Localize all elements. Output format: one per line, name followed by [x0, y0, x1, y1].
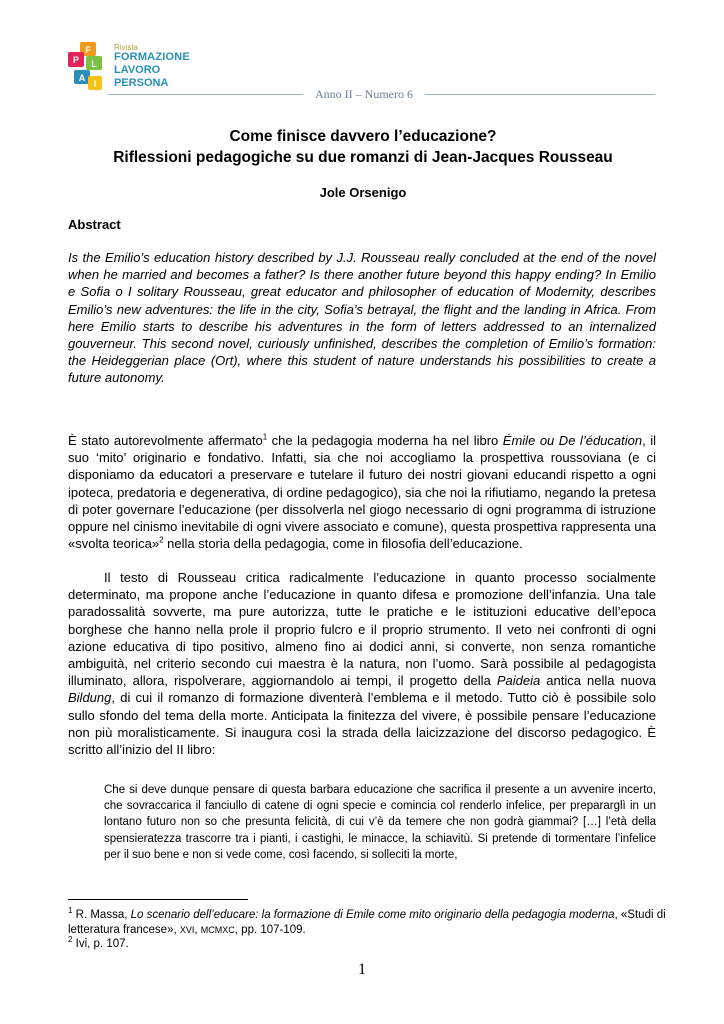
logo-word-persona: PERSONA: [114, 77, 169, 89]
text-run: antica nella nuova: [540, 673, 656, 689]
footnote-ref-2[interactable]: 2: [159, 535, 164, 545]
text-run: , il suo ‘mito’ originario e fondativo. Infatti, sia che noi accogliamo la prospettiva roussoviana (e ci disponiamo da educatori a preservare e tutelare il futuro dei nostri giovani educandi rispetto a ogni ipoteca, predatoria e degenerativa, di ordine pedagogico), sia che noi la rifiutiamo, negando la pretesa di poter governare l’educazione (per dissolverla nel giogo necessario di ogni programma di istruzione oppure nel cinismo inevitabile di ogni vivere associato e comune), questa prospettiva rappresenta una «svolta teorica»: [68, 433, 656, 552]
header-rule-right: [425, 94, 655, 95]
text-run: , «Studi di letteratura francese»,: [68, 909, 666, 936]
footnote-ref-1[interactable]: 1: [262, 432, 268, 442]
journal-logo: [66, 42, 190, 98]
abstract-heading: Abstract: [68, 217, 121, 232]
issue-label: Anno II – Numero 6: [315, 87, 413, 101]
tile-letter: F: [85, 45, 91, 55]
year: MCMXC: [200, 924, 235, 935]
paper-title-line1: Come finisce davvero l’educazione?: [229, 128, 497, 145]
term-bildung: Bildung: [68, 690, 112, 706]
body-paragraph-2: [68, 569, 656, 758]
footnotes: [68, 908, 668, 952]
logo-rivista: Rivista: [114, 43, 139, 52]
logo-word-lavoro: LAVORO: [114, 64, 161, 76]
text-run: ,: [194, 923, 201, 936]
tile-letter: I: [93, 79, 97, 89]
puzzle-tiles-icon: [66, 42, 114, 98]
text-run: , pp. 107-109.: [234, 923, 306, 936]
paper-title-line2: Riflessioni pedagogiche su due romanzi di Jean-Jacques Rousseau: [113, 149, 613, 166]
abstract-text: Is the Emilio’s education history described by J.J. Rousseau really concluded at the end of the novel when he married and becomes a father? Is there another future beyond this happy ending? In Emilio e Sofia o I solitary Rousseau, great educator and philosopher of education of Modernity, describes Emilio’s new adventures: the life in the city, Sofia’s betrayal, the flight and the landing in Africa. From here Emilio starts to describe his adventures in the form of letters addressed to an internalized gouverneur. This second novel, curiously unfinished, describes the completion of Emilio’s formation: the Heideggerian place (Ort), where this student of nature understands his possibilities to create a future autonomy.: [68, 250, 656, 386]
text-run: Ivi, p. 107.: [72, 938, 129, 950]
term-paideia: Paideia: [496, 673, 541, 689]
author-name: Jole Orsenigo: [319, 185, 407, 200]
page-number: 1: [358, 961, 366, 978]
block-quote: Che si deve dunque pensare di questa barbara educazione che sacrifica il presente a un avvenire incerto, che sovraccarica il fanciullo di catene di ogni specie e comincia col renderlo infelice, per prepararglì in un lontano futuro non so che presunta felicità, di cui v’è da temere che non godrà giammai? […] l’età della spensieratezza trascorre tra i pianti, i castighi, le minacce, la schiavitù. Si pretende di tormentare l’infelice per il suo bene e non si vede come, così facendo, si solleciti la morte,: [104, 784, 656, 861]
text-run: nella storia della pedagogia, come in filosofia dell’educazione.: [163, 536, 523, 552]
body-paragraph-1: [68, 432, 656, 552]
logo-word-formazione: FORMAZIONE: [114, 51, 190, 63]
tile-letter: A: [78, 73, 86, 83]
tile-letter: P: [72, 55, 80, 65]
header-rule-left: [108, 94, 303, 95]
footnote-rule: [68, 899, 248, 900]
text-run: Il testo di Rousseau critica radicalmente l’educazione in quanto processo socialmente determinato, ma propone anche l’educazione in quanto difesa e promozione dell’infanzia. Una tale paradossalità sovverte, ma pure autorizza, tutte le pratiche e le istituzioni educative dell’epoca borghese che hanno nella prole il proprio fulcro e il proprio strumento. Il veto nei confronti di ogni azione educativa di tipo positivo, almeno fino ai dodici anni, si converte, non senza romantiche ambiguità, nel criterio secondo cui maestra è la natura, non l’uomo. Sarà possibile al pedagogista illuminato, allora, rispolverare, aggiornandolo ai tempi, il progetto della: [68, 570, 656, 689]
volume-number: XVI: [179, 924, 195, 935]
footnote-2: [68, 937, 668, 952]
tile-letter: L: [91, 59, 97, 69]
book-title: Émile ou De l’éducation: [502, 433, 643, 448]
footnote-number: 2: [68, 935, 73, 945]
footnote-1: [68, 908, 668, 937]
text-run: che la pedagogia moderna ha nel libro: [267, 433, 503, 448]
text-run: , di cui il romanzo di formazione diventerà l’emblema e il metodo. Tutto ciò è possibile solo sullo sfondo del tema della morte. Anticipata la finitezza del vivere, è possibile pensare l’educazione non più moralisticamente. Si inaugura così la strada della laicizzazione del discorso pedagogico. È scritto all’inizio del II libro:: [68, 690, 656, 758]
text-run: R. Massa,: [72, 909, 131, 921]
text-run: È stato autorevolmente affermato: [68, 433, 263, 448]
cited-title: Lo scenario dell’educare: la formazione di Emile come mito originario della pedagogia moderna: [130, 909, 615, 921]
footnote-number: 1: [68, 906, 73, 916]
